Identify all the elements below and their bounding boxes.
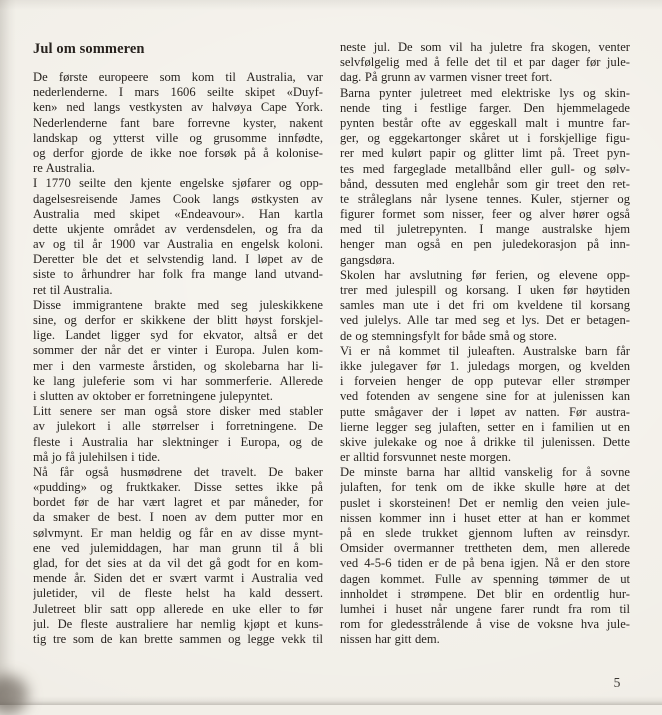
text-line: innholdet i strømpene. Det blir en ordentlig hur-: [340, 586, 630, 601]
text-line: julaften, for tenk om de ikke skulle høre at det: [340, 480, 630, 495]
text-line: ret til Australia.: [33, 282, 113, 297]
text-line: «pudding» og fruktkaker. Disse settes ikke på: [33, 480, 323, 495]
text-line: De første europeere som kom til Australia, var: [33, 70, 323, 84]
text-line: ved julelys. Alle tar med seg et lys. Det er betagen-: [340, 313, 630, 328]
text-line: siste to århundrer har folk fra mange land utvand-: [33, 267, 323, 282]
text-line: sine, og derfor er skikkene der blitt høyst forskjel-: [33, 313, 323, 327]
text-line: må jo få julehilsen i tide.: [33, 449, 161, 464]
text-line: bordet før de har vært lagret et par måneder, for: [33, 495, 323, 510]
text-line: ene ved julemiddagen, har man grunn til å bli: [33, 540, 323, 555]
text-line: juletider, vil de fleste helst ha kald dessert.: [33, 586, 323, 601]
text-line: selvfølgelig med å felle det til et par dager før jule-: [340, 55, 630, 70]
text-line: Litt senere ser man også store disker med stabler: [33, 404, 323, 419]
text-line: henger man også en pen juledekorasjon på inn-: [340, 237, 630, 252]
text-line: ken» ned langs vestkysten av halvøya Cape York.: [33, 100, 323, 115]
text-line: av og til år 1900 var Australia en engelsk koloni.: [33, 237, 323, 252]
text-line: er alltid forsvunnet neste morgen.: [340, 450, 511, 465]
text-line: ikke julegaver før 1. juledags morgen, og kvelden: [340, 358, 630, 373]
text-line: dagelsesreisende James Cook langs østkysten av: [33, 191, 323, 206]
text-line: De minste barna har alltid vanskelig for å sovne: [340, 465, 630, 480]
text-line: puslet i skorsteinen! Det er nemlig den veien jule-: [340, 495, 630, 510]
scan-edge-top: [0, 0, 662, 10]
text-line: bånd, dessuten med englehår som gir treet den ret-: [340, 176, 630, 191]
text-line: Australia med skipet «Endeavour». Han kartla: [33, 206, 323, 221]
text-line: ger, og eggekartonger skåret ut i forskjellige figu-: [340, 131, 630, 146]
text-line: samles man ute i det fri om kveldene til korsang: [340, 298, 630, 313]
left-text-column: [33, 40, 323, 648]
text-line: fleste i Australia har slektninger i Europa, og de: [33, 434, 323, 449]
text-line: på en slede trukket gjennom luften av reinsdyr.: [340, 526, 630, 540]
text-line: landskap og ytterst ville og grusomme innfødte,: [33, 130, 323, 145]
scan-edge-bottom: [0, 696, 662, 705]
text-line: jul. De fleste australiere har nemlig kjøpt et kuns-: [33, 616, 323, 631]
text-line: nende ting i festlige farger. Den hjemmelagede: [340, 100, 630, 115]
text-line: mende år. Siden det er svært varmt i Australia ved: [33, 571, 323, 586]
text-line: tes med fargeglade metallbånd eller gull- og sølv-: [340, 161, 630, 176]
text-line: tig tre som de kan brette sammen og legge vekk til: [33, 631, 323, 646]
text-line: ved 4-5-6 tiden er de på bena igjen. Nå er den store: [340, 556, 630, 571]
text-line: dag. På grunn av varmen visner treet fort.: [340, 70, 553, 85]
text-line: Skolen har avslutning før ferien, og elevene opp-: [340, 267, 630, 282]
text-line: Omsider overmanner trettheten dem, men allerede: [340, 541, 630, 556]
text-line: i slutten av oktober er forretningene julepyntet.: [33, 388, 273, 403]
text-line: neste jul. De som vil ha juletre fra skogen, venter: [340, 40, 630, 54]
text-line: da smaker de best. I noen av dem putter mor en: [33, 510, 323, 525]
text-columns: [33, 40, 629, 648]
text-line: rer med kulørt papir og glitter limt på. Treet pyn-: [340, 146, 630, 161]
text-line: lierne legger seg julaften, setter en i familien ut en: [340, 419, 630, 434]
text-line: Nederlenderne fant bare forrevne kyster, nakent: [33, 115, 323, 130]
text-line: trer med julespill og korsang. I uken før høytiden: [340, 283, 630, 297]
text-line: nissen har gitt dem.: [340, 632, 440, 647]
text-line: Vi er nå kommet til juleaften. Australske barn får: [340, 343, 630, 358]
text-line: I 1770 seilte den kjente engelske sjøfarer og opp-: [33, 176, 323, 191]
text-line: glad, for det sies at da vil det gå godt for en kom-: [33, 556, 323, 570]
scan-edge-left: [0, 0, 16, 705]
text-line: lumhei i huset når ungene farer rundt fra rom til: [340, 601, 630, 616]
text-line: sølvmynt. Er man heldig og får en av disse mynt-: [33, 525, 323, 540]
text-line: rom for gledesstrålende å vise de voksne hva jule-: [340, 617, 630, 632]
text-line: nederlenderne. I mars 1606 seilte skipet «Duyf-: [33, 85, 323, 100]
text-line: skive julekake og noe å drikke til julenissen. Dette: [340, 434, 630, 449]
text-line: re Australia.: [33, 161, 95, 176]
text-line: med til juletrepynten. I mange australske hjem: [340, 222, 630, 237]
text-line: de og stemningsfylt for både små og store.: [340, 328, 557, 343]
scan-corner-smudge: [0, 675, 28, 715]
text-line: sommer der når det er vinter i Europa. Julen kom-: [33, 343, 323, 358]
text-line: gangsdøra.: [340, 252, 395, 267]
right-text-column: [340, 40, 630, 648]
text-line: Deretter ble det et selvstendig land. I løpet av de: [33, 252, 323, 267]
text-line: og derfor gjorde de ikke noe forsøk på å kolonise-: [33, 145, 323, 160]
text-line: figurer formet som nisser, feer og alver hører også: [340, 207, 630, 222]
text-line: nissen kommer inn i huset etter at han er kommet: [340, 510, 630, 525]
text-line: dagen kommet. Fulle av spenning tømmer de ut: [340, 571, 630, 586]
page-number: 5: [613, 675, 621, 690]
text-line: Disse immigrantene brakte med seg juleskikkene: [33, 297, 323, 312]
text-line: mer i den varmeste årstiden, og skolebarna har li-: [33, 358, 323, 373]
text-line: te stråleglans når lysene tennes. Kuler, stjerner og: [340, 191, 630, 206]
text-line: av julekort i alle størrelser i forretningene. De: [33, 419, 323, 434]
text-line: lige. Landet ligger syd for ekvator, altså er det: [33, 328, 323, 343]
text-line: Juletreet blir satt opp allerede en uke eller to før: [33, 601, 323, 616]
text-line: putte smågaver der i løpet av natten. Før austra-: [340, 404, 630, 419]
text-line: ved fotenden av sengene sine for at julenissen kan: [340, 389, 630, 404]
text-line: ke lang juleferie som vi har sommerferie. Allerede: [33, 373, 323, 388]
text-line: Nå får også husmødrene det travelt. De baker: [33, 464, 323, 479]
text-line: Barna pynter juletreet med elektriske lys og skin-: [340, 85, 630, 100]
text-line: dette ukjente området av verdensdelen, og fra da: [33, 221, 323, 236]
text-line: i forveien henger de opp putevar eller strømper: [340, 374, 630, 389]
text-line: pynten består ofte av eggeskall malt i muntre far-: [340, 115, 630, 130]
page-title: Jul om sommeren: [33, 41, 145, 57]
